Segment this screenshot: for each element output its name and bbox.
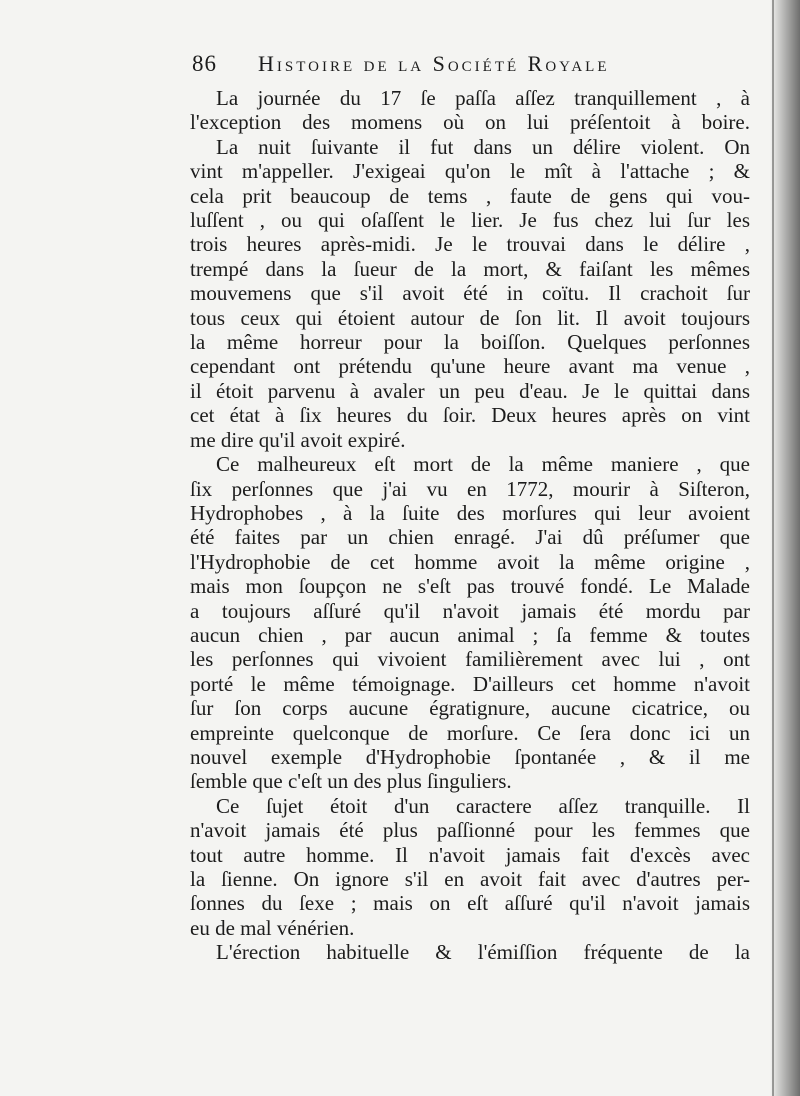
text-line: eu de mal vénérien. [190,915,355,940]
text-line: La nuit ſuivante il fut dans un délire violent. On [216,134,750,159]
text-line: empreinte quelconque de morſure. Ce ſera donc ici un [190,720,750,745]
text-line: la ſienne. On ignore s'il en avoit fait avec d'autres per- [190,867,750,891]
page-number: 86 [192,51,217,76]
text-line: aucun chien , par aucun animal ; ſa femme & toutes [190,622,750,647]
text-line: mouvemens que s'il avoit été in coïtu. Il crachoit ſur [190,281,750,306]
text-line: été faites par un chien enragé. J'ai dû préſumer que [190,525,750,550]
text-line: tous ceux qui étoient autour de ſon lit. Il avoit toujours [190,305,750,330]
text-line: trois heures après-midi. Je le trouvai dans le délire , [190,232,750,257]
text-line: a toujours aſſuré qu'il n'avoit jamais été mordu par [190,598,750,623]
text-line: mais mon ſoupçon ne s'eſt pas trouvé fondé. Le Malade [190,574,750,599]
text-line: La journée du 17 ſe paſſa aſſez tranquillement , à [216,86,750,110]
text-line: ſonnes du ſexe ; mais on eſt aſſuré qu'il n'avoit jamais [190,891,750,916]
text-line: Ce malheureux eſt mort de la même maniere , que [216,452,750,477]
text-line: ſix perſonnes que j'ai vu en 1772, mourir à Siſteron, [190,476,750,501]
text-line: Hydrophobes , à la ſuite des morſures qui leur avoient [190,500,750,525]
page-text [190,50,750,965]
page-gutter-shadow [770,0,800,1096]
text-line: l'exception des momens où on lui préſentoit à boire. [190,110,750,135]
text-line: il étoit parvenu à avaler un peu d'eau. Je le quittai dans [190,378,750,403]
text-line: la même horreur pour la boiſſon. Quelques perſonnes [190,330,750,355]
text-line: L'érection habituelle & l'émiſſion fréquente de la [216,940,750,965]
text-line: cependant ont prétendu qu'une heure avant ma venue , [190,354,750,379]
text-line: l'Hydrophobie de cet homme avoit la même origine , [190,549,750,574]
text-line: n'avoit jamais été plus paſſionné pour les femmes que [190,818,750,843]
text-line: luſſent , ou qui oſaſſent le lier. Je fus chez lui ſur les [190,208,750,233]
text-line: les perſonnes qui vivoient familièrement avec lui , ont [190,647,750,672]
text-line: nouvel exemple d'Hydrophobie ſpontanée , & il me [190,744,750,769]
text-line: trempé dans la ſueur de la mort, & faiſant les mêmes [190,256,750,281]
text-line: cet état à ſix heures du ſoir. Deux heures après on vint [190,403,750,428]
text-line: ſur ſon corps aucune égratignure, aucune cicatrice, ou [190,696,750,721]
page-header [190,50,750,80]
text-line: me dire qu'il avoit expiré. [190,427,406,452]
text-line: vint m'appeller. J'exigeai qu'on le mît à l'attache ; & [190,159,750,184]
text-line: ſemble que c'eſt un des plus ſinguliers. [190,769,512,794]
text-line: porté le même témoignage. D'ailleurs cet homme n'avoit [190,671,750,696]
running-head: Histoire de la Société Royale [258,51,610,76]
text-line: Ce ſujet étoit d'un caractere aſſez tranquille. Il [216,793,750,818]
text-line: tout autre homme. Il n'avoit jamais fait d'excès avec [190,842,750,867]
text-line: cela prit beaucoup de tems , faute de gens qui vou- [190,183,750,208]
page-edge [772,0,774,1096]
